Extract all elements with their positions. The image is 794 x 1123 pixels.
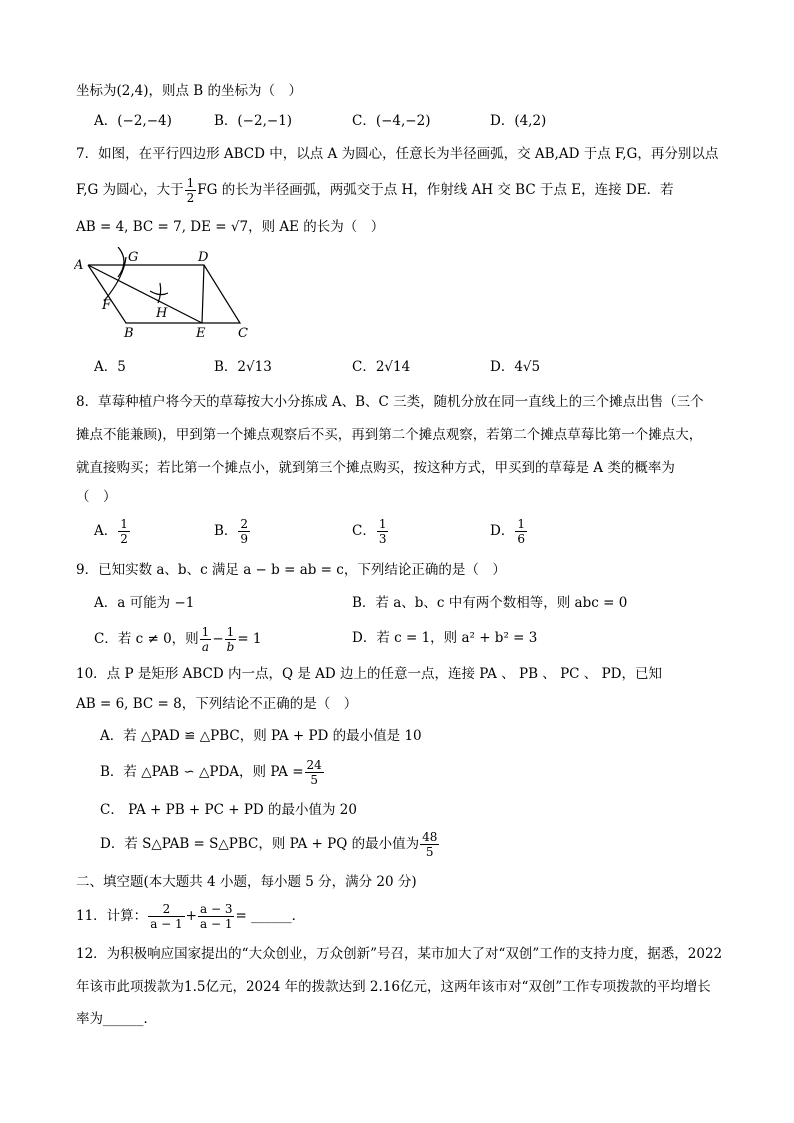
q6-option-b[interactable]: B．(−2,−1) [214, 113, 293, 129]
q12-line-1: 12．为积极响应国家提出的“大众创业，万众创新”号召，某市加大了对“双创”工作的支持力度，据悉，2022 [76, 946, 723, 962]
label-g: G [128, 250, 139, 265]
label-c: C [238, 326, 248, 341]
q7-half-denominator: 2 [186, 191, 195, 205]
q8-option-d-label: D． [490, 523, 515, 539]
q8-option-c-numerator: 1 [378, 517, 387, 531]
label-e: E [196, 326, 206, 341]
q8-option-a-denominator: 2 [120, 532, 128, 546]
q9-option-b[interactable]: B．若 a、b、c 中有两个数相等，则 abc = 0 [352, 595, 628, 611]
q8-option-b[interactable] [214, 517, 251, 546]
q10-option-b-denominator: 5 [310, 773, 318, 787]
q7-option-b[interactable]: B．2√13 [214, 359, 272, 375]
ray-ae [88, 265, 202, 323]
q11-answer-blank[interactable]: = ______． [235, 908, 306, 924]
q7-line-2-start: F,G 为圆心，大于 [76, 182, 184, 198]
q10-option-d-numerator: 48 [422, 830, 438, 844]
q9-stem: 9．已知实数 a、b、c 满足 a − b = ab = c，下列结论正确的是（ ） [76, 562, 506, 578]
q7-line-2 [76, 176, 674, 205]
q10-option-b-numerator: 24 [306, 758, 322, 772]
q7-line-2-end: FG 的长为半径画弧，两弧交于点 H，作射线 AH 交 BC 于点 E，连接 DE．若 [197, 182, 674, 198]
q9-option-a[interactable]: A．a 可能为 −1 [94, 595, 195, 611]
q10-option-d[interactable] [100, 830, 440, 859]
q6-stem: 坐标为(2,4)，则点 B 的坐标为（ ） [76, 83, 303, 99]
q8-option-b-numerator: 2 [240, 517, 249, 531]
q8-option-d[interactable] [490, 517, 528, 546]
q6-option-c[interactable]: C．(−4,−2) [352, 113, 431, 129]
label-h: H [156, 306, 168, 321]
q7-line-1: 7．如图，在平行四边形 ABCD 中，以点 A 为圆心，任意长为半径画弧，交 AB,AD 于点 F,G，再分别以点 [76, 146, 719, 162]
label-a: A [74, 258, 84, 273]
q11-numerator-1: 2 [148, 902, 184, 917]
q8-option-a-numerator: 1 [120, 517, 128, 531]
segment-de [202, 265, 204, 323]
q7-option-d[interactable]: D．4√5 [490, 359, 541, 375]
q9-option-c-start: C．若 c ≠ 0，则 [94, 631, 199, 647]
q12-line-3[interactable]: 率为______． [76, 1011, 157, 1027]
q7-parallelogram-figure [74, 247, 254, 341]
arc-top [118, 247, 124, 277]
q8-option-b-label: B． [214, 523, 238, 539]
q7-option-a[interactable]: A．5 [94, 359, 126, 375]
q11-prefix: 11．计算： [76, 908, 148, 924]
q11-denominator-2: a − 1 [199, 917, 233, 931]
q10-option-d-text: D．若 S△PAB = S△PBC，则 PA + PQ 的最小值为 [100, 836, 420, 852]
q10-line-1: 10．点 P 是矩形 ABCD 内一点，Q 是 AD 边上的任意一点，连接 PA 、 PB 、 PC 、 PD，已知 [76, 666, 662, 682]
q9-option-c[interactable]: C．若 c ≠ 0，则 $\frac{1}{a}$ − $\frac{1}{b}$ = 1 [94, 625, 262, 654]
q10-line-2: AB = 6, BC = 8，下列结论不正确的是（ ） [76, 696, 358, 712]
q8-option-c-denominator: 3 [378, 532, 387, 546]
q8-line-1: 8．草莓种植户将今天的草莓按大小分拣成 A、B、C 三类，随机分放在同一直线上的三个摊点出售（三个 [76, 394, 704, 410]
arc-h-1 [150, 291, 168, 295]
q8-line-3: 就直接购买；若比第一个摊点小，就到第三个摊点购买，按这种方式，甲买到的草莓是 A 类的概率为 [76, 460, 675, 476]
q7-line-3: AB = 4, BC = 7, DE = √7，则 AE 的长为（ ） [76, 219, 385, 235]
q10-option-b-text: B．若 △PAB ∽ △PDA，则 PA = [100, 764, 304, 780]
q6-option-a[interactable]: A．(−2,−4) [94, 113, 172, 129]
q8-option-d-denominator: 6 [517, 532, 525, 546]
q8-option-c[interactable] [352, 517, 389, 546]
label-b: B [124, 326, 134, 341]
q8-option-a-label: A． [94, 523, 118, 539]
arc-h-2 [158, 283, 161, 303]
q11-numerator-2: a − 3 [199, 902, 233, 916]
q8-option-d-numerator: 1 [517, 517, 525, 531]
q7-half-fraction [185, 176, 197, 205]
q8-line-2: 摊点不能兼顾)，甲到第一个摊点观察后不买，再到第二个摊点观察，若第二个摊点草莓比第一个摊点大， [76, 427, 703, 443]
q9-option-c-end: = 1 [237, 631, 262, 647]
q7-half-numerator: 1 [186, 176, 195, 190]
q10-option-a[interactable]: A．若 △PAD ≌ △PBC，则 PA + PD 的最小值是 10 [100, 728, 422, 744]
label-d: D [198, 250, 209, 265]
q9-option-d[interactable]: D．若 c = 1，则 a² + b² = 3 [352, 630, 538, 646]
q7-option-c[interactable]: C．2√14 [352, 359, 411, 375]
q10-option-d-denominator: 5 [425, 845, 434, 859]
q12-line-2: 年该市此项拨款为1.5亿元，2024 年的拨款达到 2.16亿元，这两年该市对“双创”工作专项拨款的平均增长 [76, 979, 711, 995]
q6-option-d[interactable]: D．(4,2) [490, 113, 547, 129]
q8-option-a[interactable] [94, 517, 131, 546]
section-2-heading: 二、填空题(本大题共 4 小题，每小题 5 分，满分 20 分) [76, 874, 417, 890]
q11-line: 11．计算： $\frac{2}{a - 1}$ + $\frac{a - 3}{a - 1}$ = ______． [76, 902, 306, 931]
label-f: F [102, 298, 112, 313]
q11-denominator-1: a − 1 [150, 917, 183, 931]
q8-line-4: （ ） [76, 489, 117, 505]
q10-option-c[interactable]: C． PA + PB + PC + PD 的最小值为 20 [100, 802, 357, 818]
q10-option-b[interactable] [100, 758, 325, 787]
q8-option-b-denominator: 9 [240, 532, 249, 546]
q8-option-c-label: C． [352, 523, 376, 539]
